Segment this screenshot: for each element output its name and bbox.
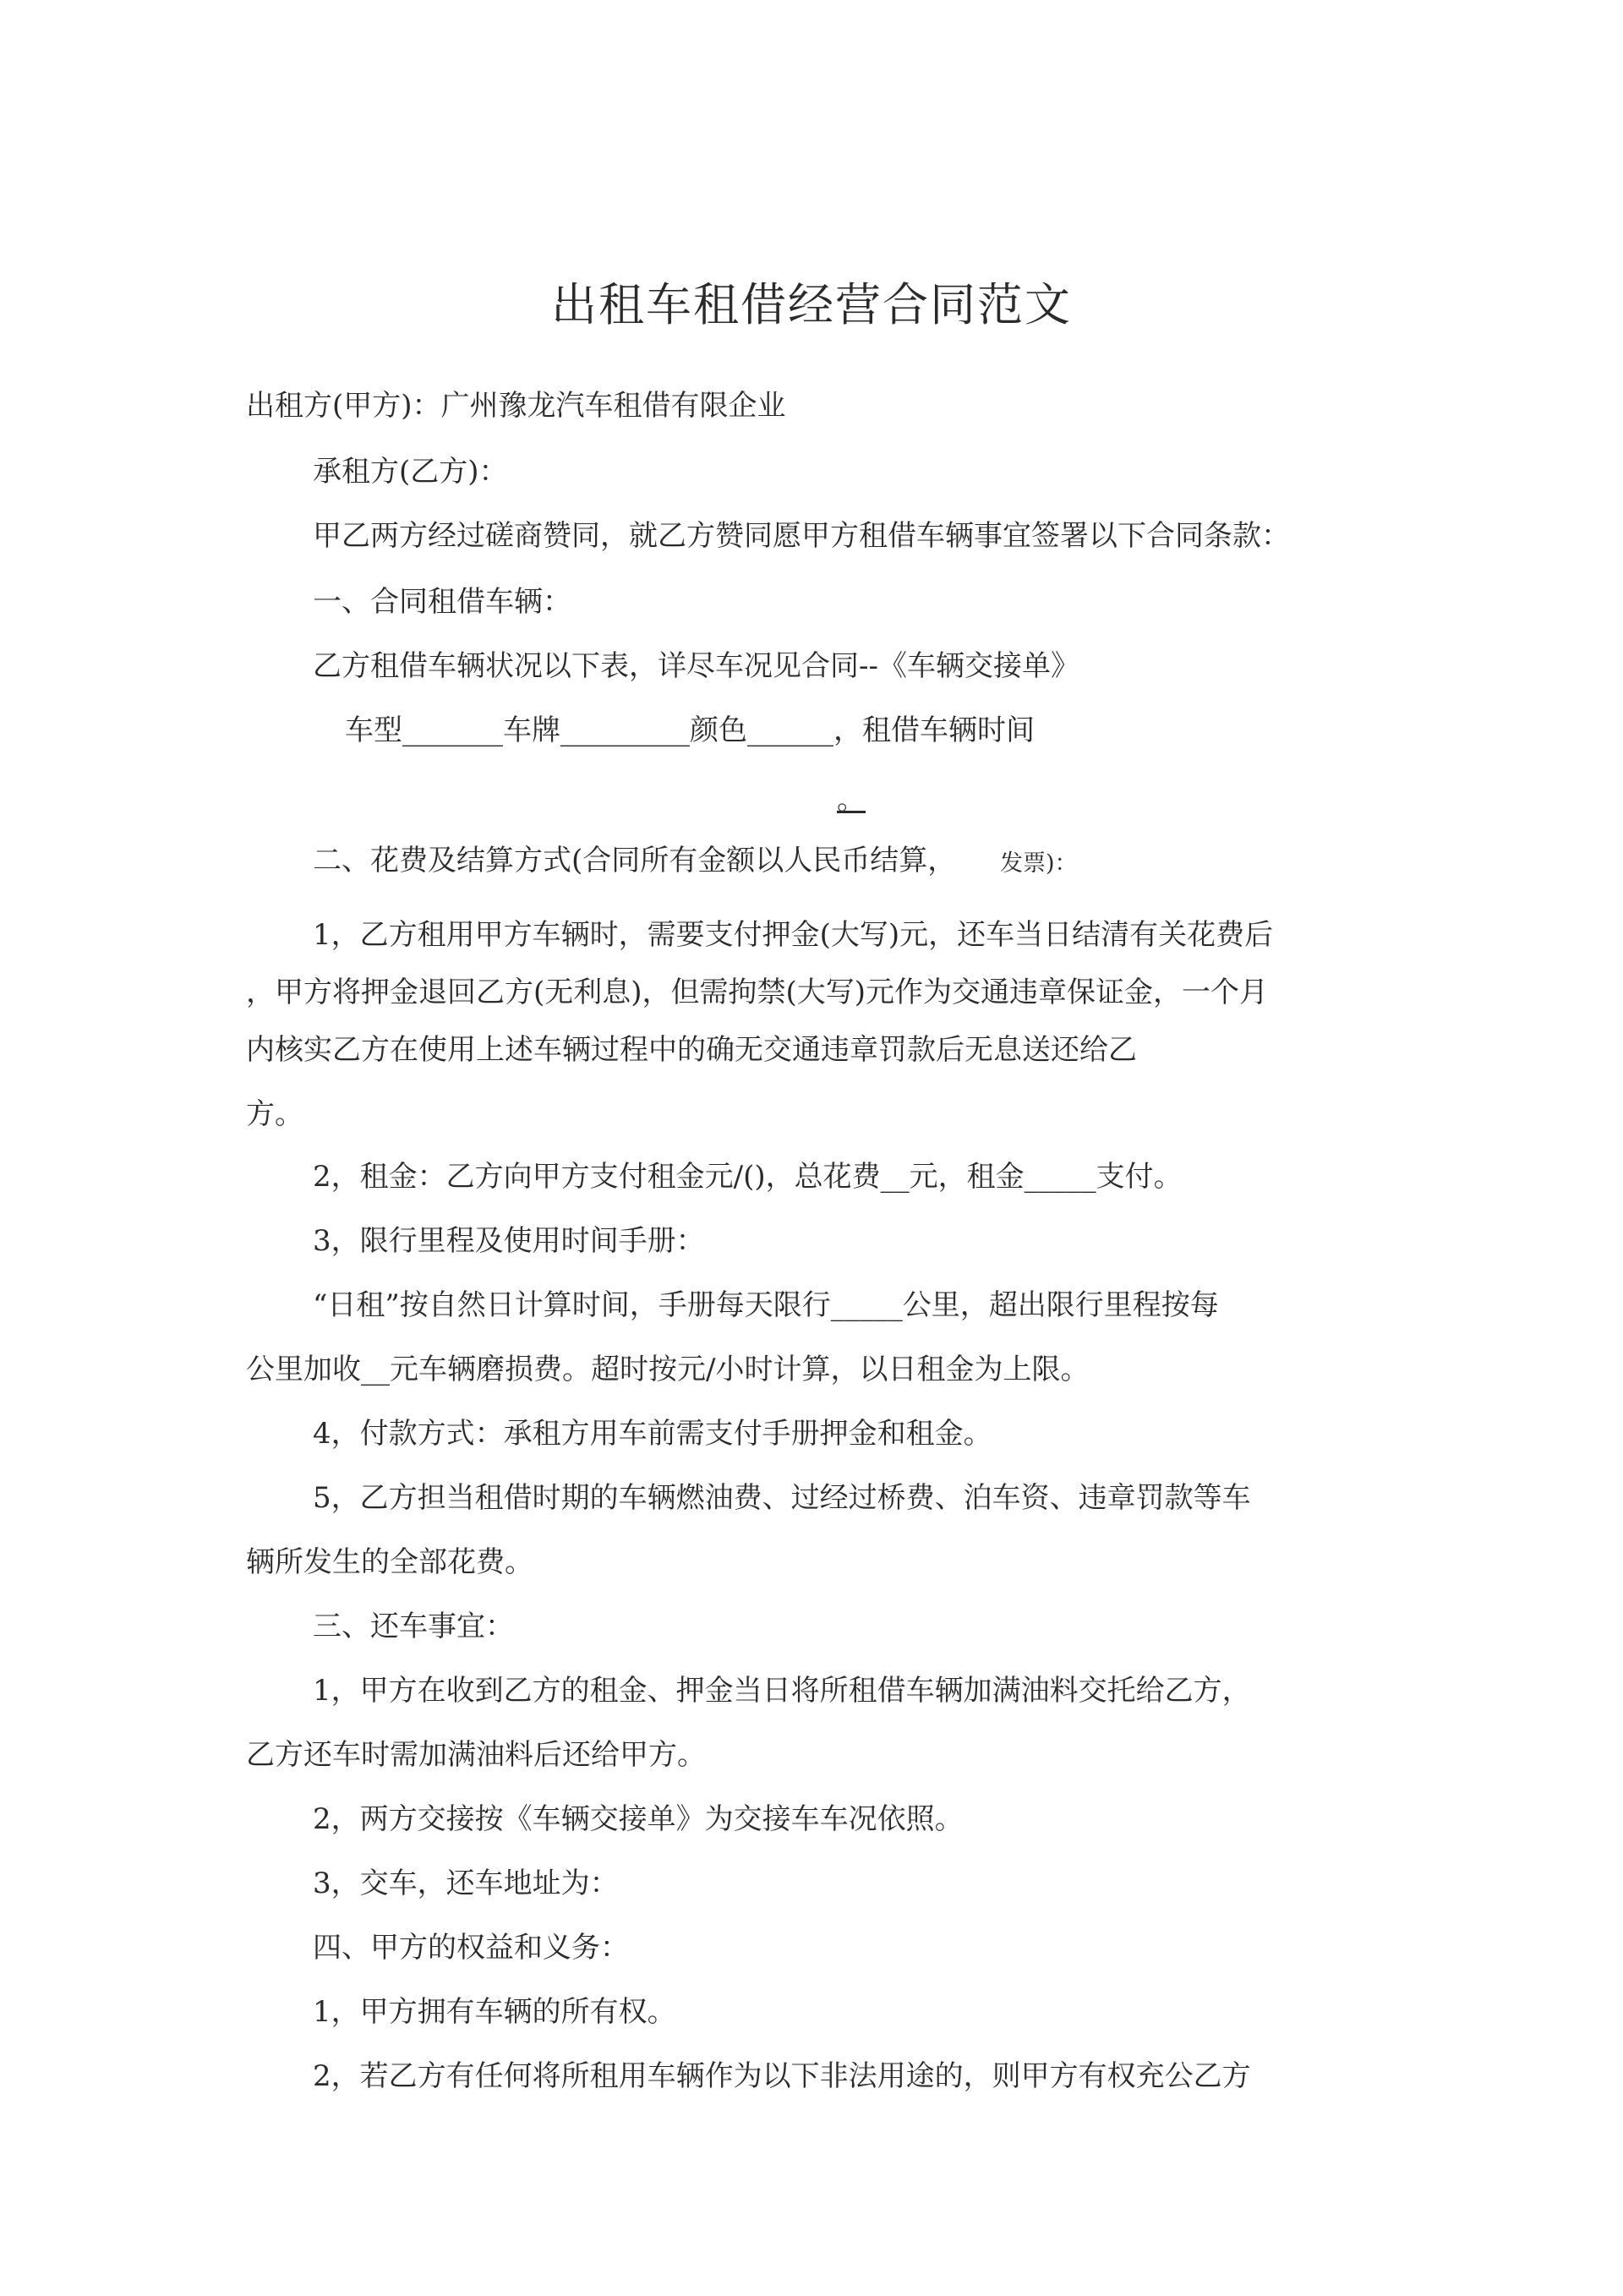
section-2-heading-tail: 发票)： — [1000, 850, 1078, 877]
paragraph-line: 4，付款方式：承租方用车前需支付手册押金和租金。 — [313, 1417, 992, 1451]
paragraph-line: 3，限行里程及使用时间手册： — [313, 1224, 705, 1258]
paragraph-line: 2，两方交接按《车辆交接单》为交接车车况依照。 — [313, 1802, 964, 1836]
paragraph-line: 1，甲方拥有车辆的所有权。 — [313, 1995, 676, 2029]
paragraph-line: 2，若乙方有任何将所租用车辆作为以下非法用途的，则甲方有权充公乙方 — [313, 2059, 1251, 2093]
section-2-heading: 二、花费及结算方式(合同所有金额以人民币结算， — [313, 844, 957, 877]
paragraph-line: 1，甲方在收到乙方的租金、押金当日将所租借车辆加满油料交托给乙方， — [313, 1674, 1251, 1708]
paragraph-line: 5，乙方担当租借时期的车辆燃油费、过经过桥费、泊车资、违章罚款等车 — [313, 1481, 1251, 1515]
paragraph-line: 方。 — [246, 1097, 303, 1131]
paragraph-line: 内核实乙方在使用上述车辆过程中的确无交通违章罚款后无息送还给乙 — [246, 1033, 1137, 1067]
period-mark: 。 — [837, 783, 866, 817]
paragraph-line: ，甲方将押金退回乙方(无利息)，但需拘禁(大写)元作为交通违章保证金，一个月 — [246, 976, 1269, 1009]
paragraph-line: 3，交车，还车地址为： — [313, 1867, 619, 1900]
paragraph-line: 乙方租借车辆状况以下表，详尽车况见合同--《车辆交接单》 — [313, 649, 1079, 683]
paragraph-line: 2，租金：乙方向甲方支付租金元/()，总花费__元，租金_____支付。 — [313, 1160, 1183, 1194]
section-3-heading: 三、还车事宜： — [313, 1610, 514, 1643]
paragraph-line: 辆所发生的全部花费。 — [246, 1545, 533, 1579]
section-1-heading: 一、合同租借车辆： — [313, 585, 571, 619]
paragraph-line: “日租”按自然日计算时间，手册每天限行_____公里，超出限行里程按每 — [313, 1288, 1219, 1322]
paragraph-line: 公里加收__元车辆磨损费。超时按元/小时计算，以日租金为上限。 — [246, 1353, 1090, 1386]
preamble-line: 甲乙两方经过磋商赞同，就乙方赞同愿甲方租借车辆事宜签署以下合同条款： — [313, 519, 1290, 553]
document-title: 出租车租借经营合同范文 — [551, 278, 1072, 331]
lessee-line: 承租方(乙方)： — [313, 455, 508, 489]
section-4-heading: 四、甲方的权益和义务： — [313, 1931, 629, 1965]
lessor-line: 出租方(甲方)：广州豫龙汽车租借有限企业 — [246, 389, 786, 423]
paragraph-line: 乙方还车时需加满油料后还给甲方。 — [246, 1738, 706, 1772]
paragraph-line: 1，乙方租用甲方车辆时，需要支付押金(大写)元，还车当日结清有关花费后 — [313, 918, 1274, 952]
vehicle-fields-line: 车型_______车牌_________颜色______，租借车辆时间 — [345, 713, 1035, 747]
